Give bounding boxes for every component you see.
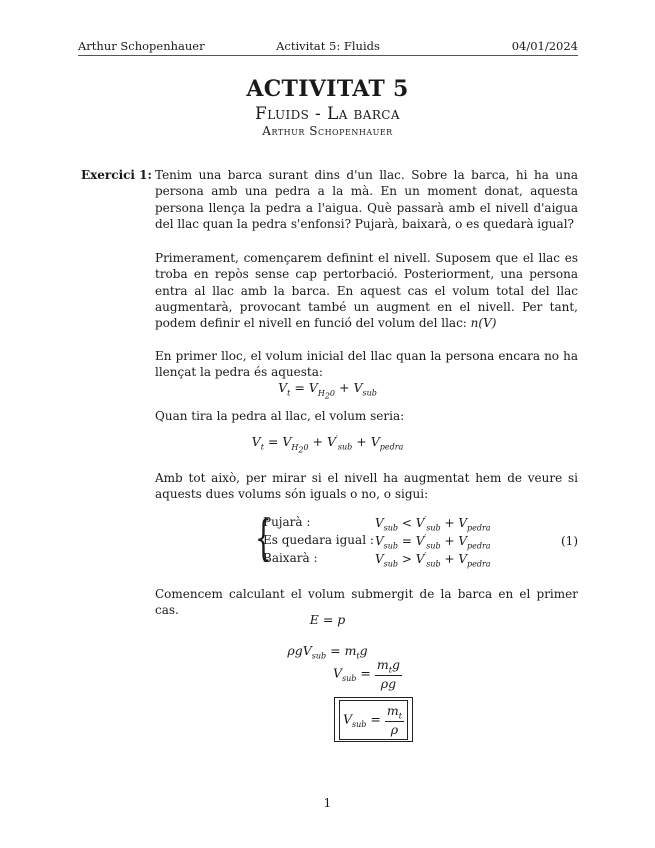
document-subtitle: Fluids - La barca — [255, 104, 400, 124]
case-equation: $V_{sub} < V'_{sub} + V_{pedra}$ — [375, 515, 491, 533]
equation-initial-volume: $V_t = V_{H_20} + V_{sub}$ — [278, 380, 377, 401]
header-date: 04/01/2024 — [511, 39, 578, 53]
left-brace: { — [255, 510, 272, 566]
exercise-label: Exercici 1: — [81, 168, 152, 182]
document-author: Arthur Schopenhauer — [262, 124, 393, 138]
paragraph-comparison: Amb tot això, per mirar si el nivell ha augmentat hem de veure si aquests dues volums són iguals o no, o sigui: — [155, 471, 578, 502]
equation-buoyancy: E = p — [309, 612, 346, 627]
equation-submerged-fraction: $V_{sub}$ = $\frac{m_tg}{\rho g}$ — [333, 657, 400, 691]
paragraph-initial-volume: En primer lloc, el volum inicial del llac quan la persona encara no ha llençat la pedra és aquesta: — [155, 349, 578, 380]
case-label: Baixarà : — [263, 551, 318, 565]
equation-final-volume: $V_t = V_{H_20} + V'_{sub} + V_{pedra}$ — [251, 434, 404, 455]
boxed-equation: $V_{sub}$ = $\frac{m_t}{\rho}$ — [339, 700, 408, 740]
header-author: Arthur Schopenhauer — [78, 39, 205, 53]
paragraph-problem: Tenim una barca surant dins d'un llac. Sobre la barca, hi ha una persona amb una pedra a la mà. En un moment donat, aquesta persona llença la pedra a l'aigua. Què passarà amb el nivell d'aigua del llac quan la pedra s'enfonsi? Pujarà, baixarà, o es quedarà igual? — [155, 168, 578, 231]
case-label: Pujarà : — [263, 515, 311, 529]
case-label: Es quedara igual : — [263, 533, 374, 547]
paragraph-after-throw: Quan tira la pedra al llac, el volum seria: — [155, 409, 405, 423]
case-equation: $V_{sub} > V'_{sub} + V_{pedra}$ — [375, 551, 491, 569]
case-equation: $V_{sub} = V'_{sub} + V_{pedra}$ — [375, 533, 491, 551]
equation-force-balance: $\rho gV_{sub} = m_tg$ — [287, 643, 368, 661]
boxed-result — [334, 697, 413, 742]
fraction: $\frac{m_tg}{\rho g}$ — [376, 657, 400, 691]
equation-number: (1) — [561, 534, 578, 548]
running-header — [78, 39, 578, 56]
document-title: ACTIVITAT 5 — [246, 76, 409, 102]
fraction: $\frac{m_t}{\rho}$ — [386, 703, 402, 737]
paragraph-submerged-volume: Comencem calculant el volum submergit de la barca en el primer cas. — [155, 587, 578, 618]
cases-equation — [255, 512, 585, 572]
paragraph-level-definition: Primerament, començarem definint el nivell. Suposem que el llac es troba en repòs sense cap pertorbació. Posteriorment, una persona entra al llac amb la barca. En aquest cas el volum total del llac augmentarà, provocant també un augment en el nivell. Per tant, podem definir el nivell en funció del volum del llac: n(V) — [155, 251, 578, 331]
header-activity: Activitat 5: Fluids — [276, 39, 380, 53]
page-number: 1 — [323, 796, 332, 810]
